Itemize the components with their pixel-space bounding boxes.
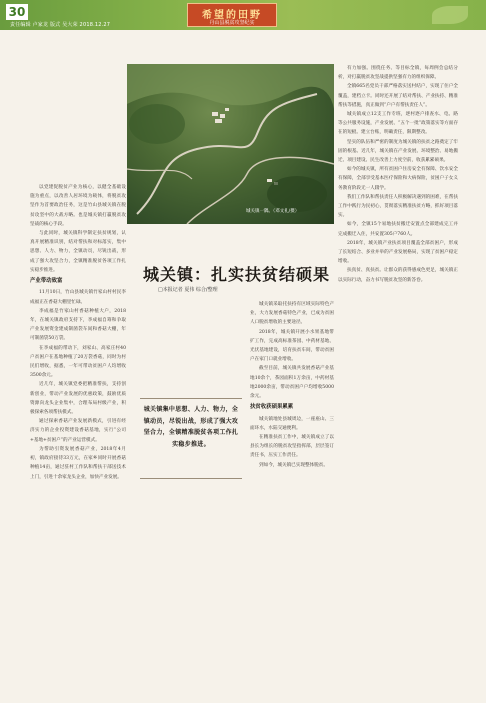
paragraph: 全镇665名党员干部严格落实送村结户，实现了住户全覆盖，建档立卡。同时还开展了结对帮扶、产业扶持、精准帮扶等措施，真正做到“户户有帮扶责任人”。 bbox=[338, 84, 458, 108]
paragraph: 截至目前，城关镇共发展香菇产业基地10余个，茶园面积1万余亩，中药材基地2000余亩，带动贫困户户均增收5000余元。 bbox=[250, 366, 334, 400]
pull-quote-rule-top bbox=[140, 398, 242, 399]
paragraph: 有力加强。围绕任务、等目标全镇，每周例会总结分析，对打赢脱贫攻坚战提供坚强有力的组织保障。 bbox=[338, 66, 458, 81]
text-column-2 bbox=[250, 300, 334, 684]
column-banner bbox=[187, 3, 277, 27]
section-heading: 产业带动致富 bbox=[30, 278, 63, 285]
paragraph: 与此同时，城关镇科学制定扶贫规划，认真开展精准识别，结对帮扶和对标落实，集中思想、人力、物力，全镇动员，尽锐出战，形成了强大攻坚合力，全镇精准脱贫各项工作扎实稳步推进。 bbox=[30, 231, 126, 273]
photo-caption: 城关镇一隅。（邓文礼/摄） bbox=[246, 209, 300, 214]
paragraph: 扶真贫、真扶贫。让群众的获得感成色更足，城关镇正以实际行动，奋力书写脱贫攻坚的新答卷。 bbox=[338, 268, 458, 283]
page-header bbox=[0, 0, 486, 30]
column-subtitle: 丹山县脱贫攻坚纪实 bbox=[209, 20, 255, 26]
town-aerial-photo bbox=[127, 64, 334, 224]
pull-quote-rule-bottom bbox=[140, 478, 242, 479]
text-column-3 bbox=[338, 64, 458, 682]
paragraph: 如今，全镇15个易地扶贫搬迁安置点全部建成完工并完成搬迁入住，共安置305户760人。 bbox=[338, 222, 458, 237]
paragraph: 2018年，城关镇开展小水果基地带扩工作，完成高标准茶园、中药材基地、光伏基地建设，培育扶贫车间，带动贫困户在家门口就业增收。 bbox=[250, 329, 334, 363]
paragraph: 城关镇地处县城周边，一座座山、三面环水，水陆交通便利。 bbox=[250, 416, 334, 431]
paragraph: 以党建促脱贫产业为核心，以健全基础设施为重点，以改善人居环境为载体，将脱贫攻坚作为首要政治任务，这是竹山县城关镇在脱贫攻坚中的大战方略。也是城关镇打赢脱贫攻坚战的核心手段。 bbox=[30, 185, 126, 227]
column-title: 希望的田野 bbox=[202, 10, 262, 21]
text-column-1 bbox=[30, 183, 126, 673]
paragraph: 我们工作队和帮扶责任人积极解决遇到的困难，在帮扶工作中践行为民初心，贯彻落实精准扶贫方略，抓好项目落实。 bbox=[338, 194, 458, 219]
section-heading: 扶贫收获硕果累累 bbox=[250, 404, 294, 411]
paragraph: 为帮助引资发展香菇产业，2018年4月初，镇政府接待33万元，在家乡同时开展香菇种植14亩，通过驻村工作队和帮扶干部送技术上门，引进十余家龙头企业，加快产业发展。 bbox=[30, 446, 126, 480]
paragraph: 坚实的队伍和严密的制度为城关镇的扶贫之路奠定了牢固的根基。近几年，城关镇在产业发展、环境整治、易地搬迁、项目建设、民生改善上力度空前，收获累累硕果。 bbox=[338, 139, 458, 164]
header-meta: 责任编辑 卢家龙 版式 吴大荣 2018.12.27 bbox=[10, 22, 111, 28]
article-headline: 城关镇：扎实扶贫结硕果 bbox=[143, 265, 331, 284]
paragraph: 城关镇成立12支工作专班，逐村逐户排查水、电、路等公共服务设施，产业发展、“五个一批”政策落实等方面存在的短板。建立台账，明确责任，限期整改。 bbox=[338, 112, 458, 136]
paragraph: 在精准扶贫工作中，城关镇成立了以县长为组长的脱贫攻坚指挥部，层层签订责任书，压实工作责任。 bbox=[250, 435, 334, 459]
paragraph: 在李成福的带动下，刘家山、高家庄村40户贫困户在基地种植了20万袋香菇，同时为村民们增收，据悉，一年可带动贫困户人均增收3500余元。 bbox=[30, 345, 126, 379]
paragraph: 11月10日，竹山县城关镇竹家山村村民李成福正在香菇大棚里忙碌。 bbox=[30, 290, 126, 305]
paragraph: 到如今，城关镇已实现整体脱贫。 bbox=[259, 462, 328, 468]
pull-quote: 城关镇集中思想、人力、物力，全镇动员，尽锐出战，形成了强大攻坚合力，全镇精准脱贫各项工作扎实稳步推进。 bbox=[143, 406, 239, 448]
article-byline: □本报记者 夏伟 综合/整理 bbox=[158, 287, 218, 293]
leaf-decoration-icon bbox=[432, 6, 468, 24]
paragraph: 近几年，城关镇党委把精准帮扶，支持创新创业，带动产业发展的优惠政策，鼓励优质资源向龙头企业集中，合理布局村级产业，积极探索各项帮扶模式。 bbox=[30, 382, 126, 416]
paragraph: 如今的城关镇，所有贫困户住房安全有保障、饮水安全有保障，全部享受基本医疗保险和大病保险，贫困户子女义务教育阶段无一人辍学。 bbox=[338, 167, 458, 191]
paragraph: 2018年，城关镇产业扶贫项目覆盖全部贫困户，形成了长短结合、多业并举的产业发展格局，实现了贫困户稳定增收。 bbox=[338, 240, 458, 265]
paragraph: 李成福是竹家山村香菇种植大户，2018年，在城关镇政府支持下，李成福自筹和争取产业发展资金建成制菌袋车间和香菇大棚，年可制菌袋50万袋。 bbox=[30, 308, 126, 342]
paragraph: 城关镇采取托扶持有区域实际特色产业，大力发展香菇特色产业，已成为贫困人口脱贫增收的主要途径。 bbox=[250, 302, 334, 326]
page-number: 30 bbox=[6, 4, 28, 20]
paragraph: 通过探索香菇产业发展新模式，引进有经济实力的企业投资建设香菇基地，实行“公司+基地+贫困户”的产业运营模式。 bbox=[30, 419, 126, 443]
